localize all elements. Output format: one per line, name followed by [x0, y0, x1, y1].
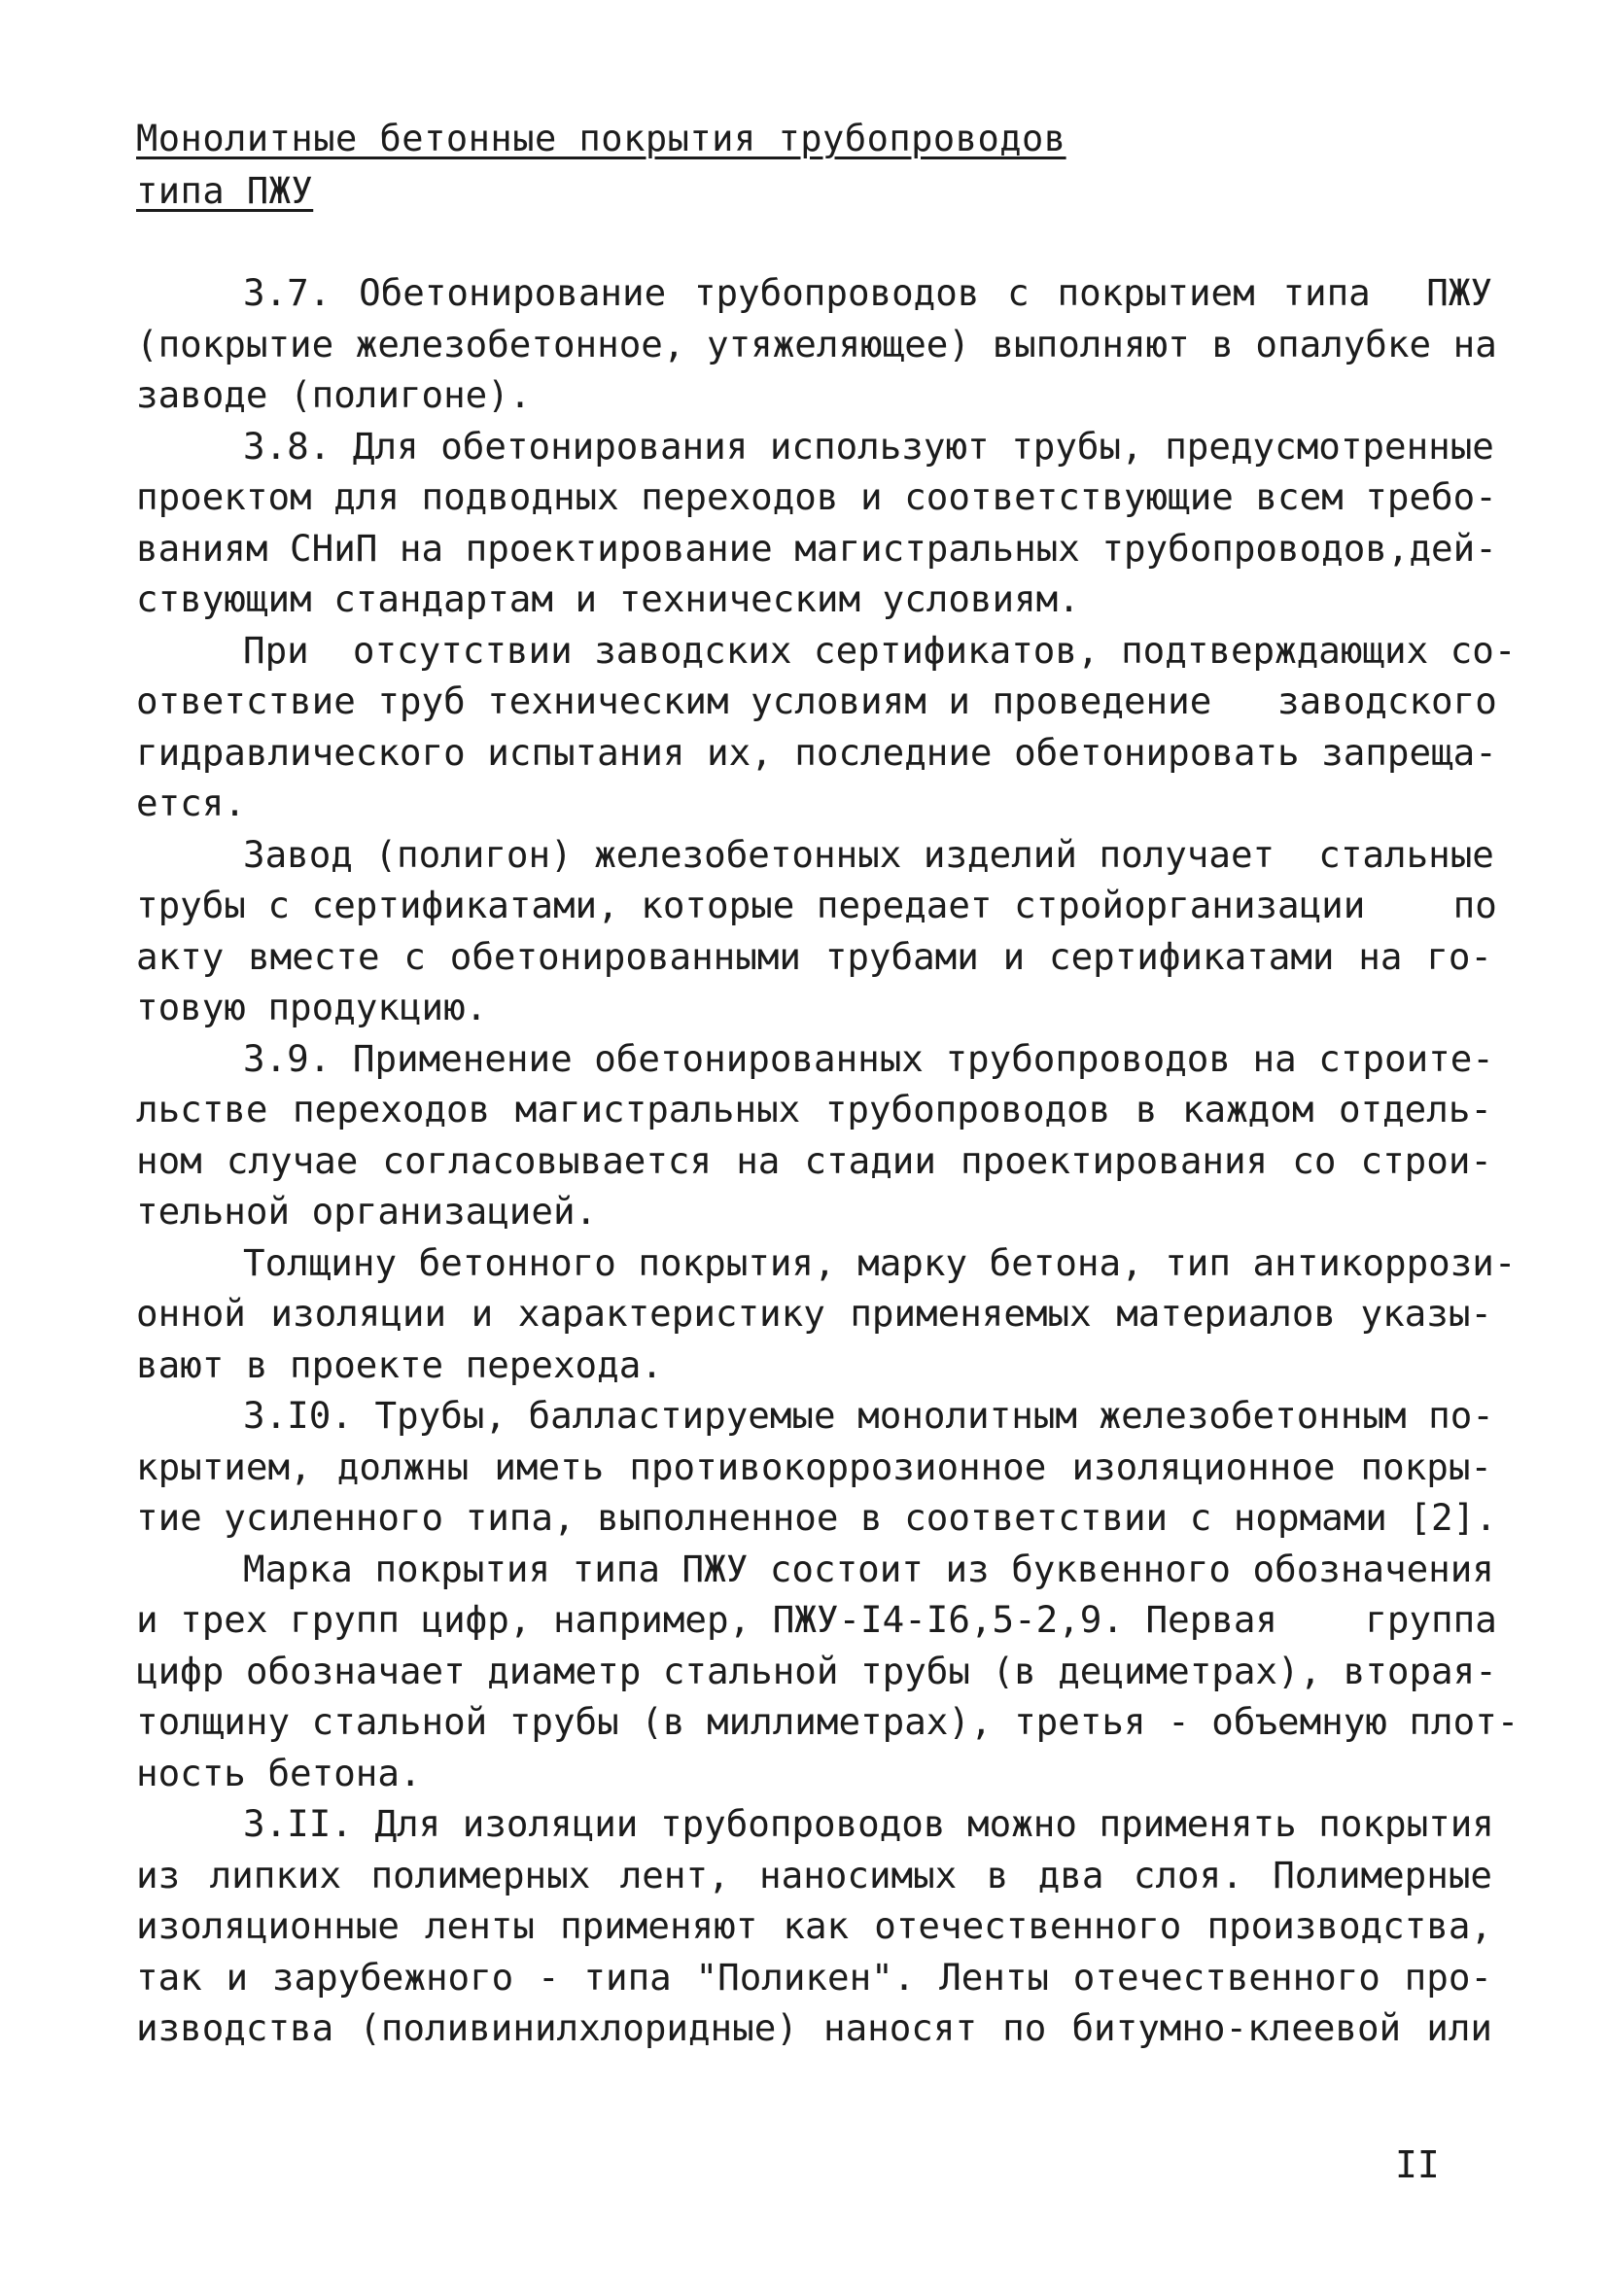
text-line: и трех групп цифр, например, ПЖУ-I4-I6,5-2,9. Первая группа [136, 1598, 1497, 1641]
text-line: ется. [136, 782, 246, 824]
text-line: 3.7. Обетонирование трубопроводов с покрытием типа ПЖУ [243, 271, 1492, 314]
text-line: изоляционные ленты применяют как отечественного производства, [136, 1904, 1492, 1947]
text-line: Толщину бетонного покрытия, марку бетона, тип антикоррози- [243, 1240, 1517, 1284]
text-line: изводства (поливинилхлоридные) наносят по битумно-клеевой или [136, 2006, 1492, 2049]
text-line: 3.9. Применение обетонированных трубопроводов на строите- [243, 1036, 1494, 1080]
text-line: 3.8. Для обетонирования используют трубы, предусмотренные [243, 424, 1494, 468]
text-line: гидравлического испытания их, последние обетонировать запреща- [136, 730, 1497, 774]
text-line: 3.II. Для изоляции трубопроводов можно применять покрытия [243, 1802, 1494, 1845]
text-line: ваниям СНиП на проектирование магистральных трубопроводов,дей- [136, 526, 1497, 570]
section-heading-line-2: типа ПЖУ [136, 170, 314, 212]
text-line: (покрытие железобетонное, утяжеляющее) выполняют в опалубке на [136, 322, 1497, 365]
text-line: ствующим стандартам и техническим условиям. [136, 577, 1080, 620]
text-line: Марка покрытия типа ПЖУ состоит из буквенного обозначения [243, 1547, 1494, 1590]
text-line: крытием, должны иметь противокоррозионное изоляционное покры- [136, 1444, 1492, 1488]
text-line: проектом для подводных переходов и соответствующие всем требо- [136, 475, 1497, 518]
text-line: ном случае согласовывается на стадии проектирования со строи- [136, 1138, 1492, 1182]
text-line: тельной организацией. [136, 1190, 598, 1233]
section-heading [136, 113, 1066, 218]
text-line: товую продукцию. [136, 986, 488, 1028]
text-line: из липких полимерных лент, наносимых в два слоя. Полимерные [136, 1853, 1492, 1896]
text-line: так и зарубежного - типа "Поликен". Ленты отечественного про- [136, 1955, 1492, 1999]
text-line: льстве переходов магистральных трубопроводов в каждом отдель- [136, 1088, 1492, 1131]
text-line: ответствие труб техническим условиям и проведение заводского [136, 679, 1497, 722]
text-line: ность бетона. [136, 1751, 422, 1794]
body-text [136, 267, 1520, 2054]
text-line: трубы с сертификатами, которые передает стройорганизации по [136, 884, 1497, 926]
text-line: При отсутствии заводских сертификатов, подтверждающих со- [243, 628, 1517, 672]
section-heading-line-1: Монолитные бетонные покрытия трубопроводов [136, 118, 1066, 159]
page-number: II [1395, 2143, 1440, 2186]
text-line: вают в проекте перехода. [136, 1342, 663, 1386]
text-line: толщину стальной трубы (в миллиметрах), третья - объемную плот- [136, 1700, 1520, 1743]
text-line: 3.I0. Трубы, балластируемые монолитным железобетонным по- [243, 1394, 1494, 1437]
text-line: онной изоляции и характеристику применяемых материалов указы- [136, 1292, 1492, 1335]
text-line: цифр обозначает диаметр стальной трубы (в дециметрах), вторая- [136, 1649, 1497, 1692]
text-line: тие усиленного типа, выполненное в соответствии с нормами [2]. [136, 1496, 1497, 1539]
text-line: акту вместе с обетонированными трубами и сертификатами на го- [136, 934, 1492, 978]
text-line: Завод (полигон) железобетонных изделий получает стальные [243, 832, 1494, 876]
text-line: заводе (полигоне). [136, 373, 532, 416]
